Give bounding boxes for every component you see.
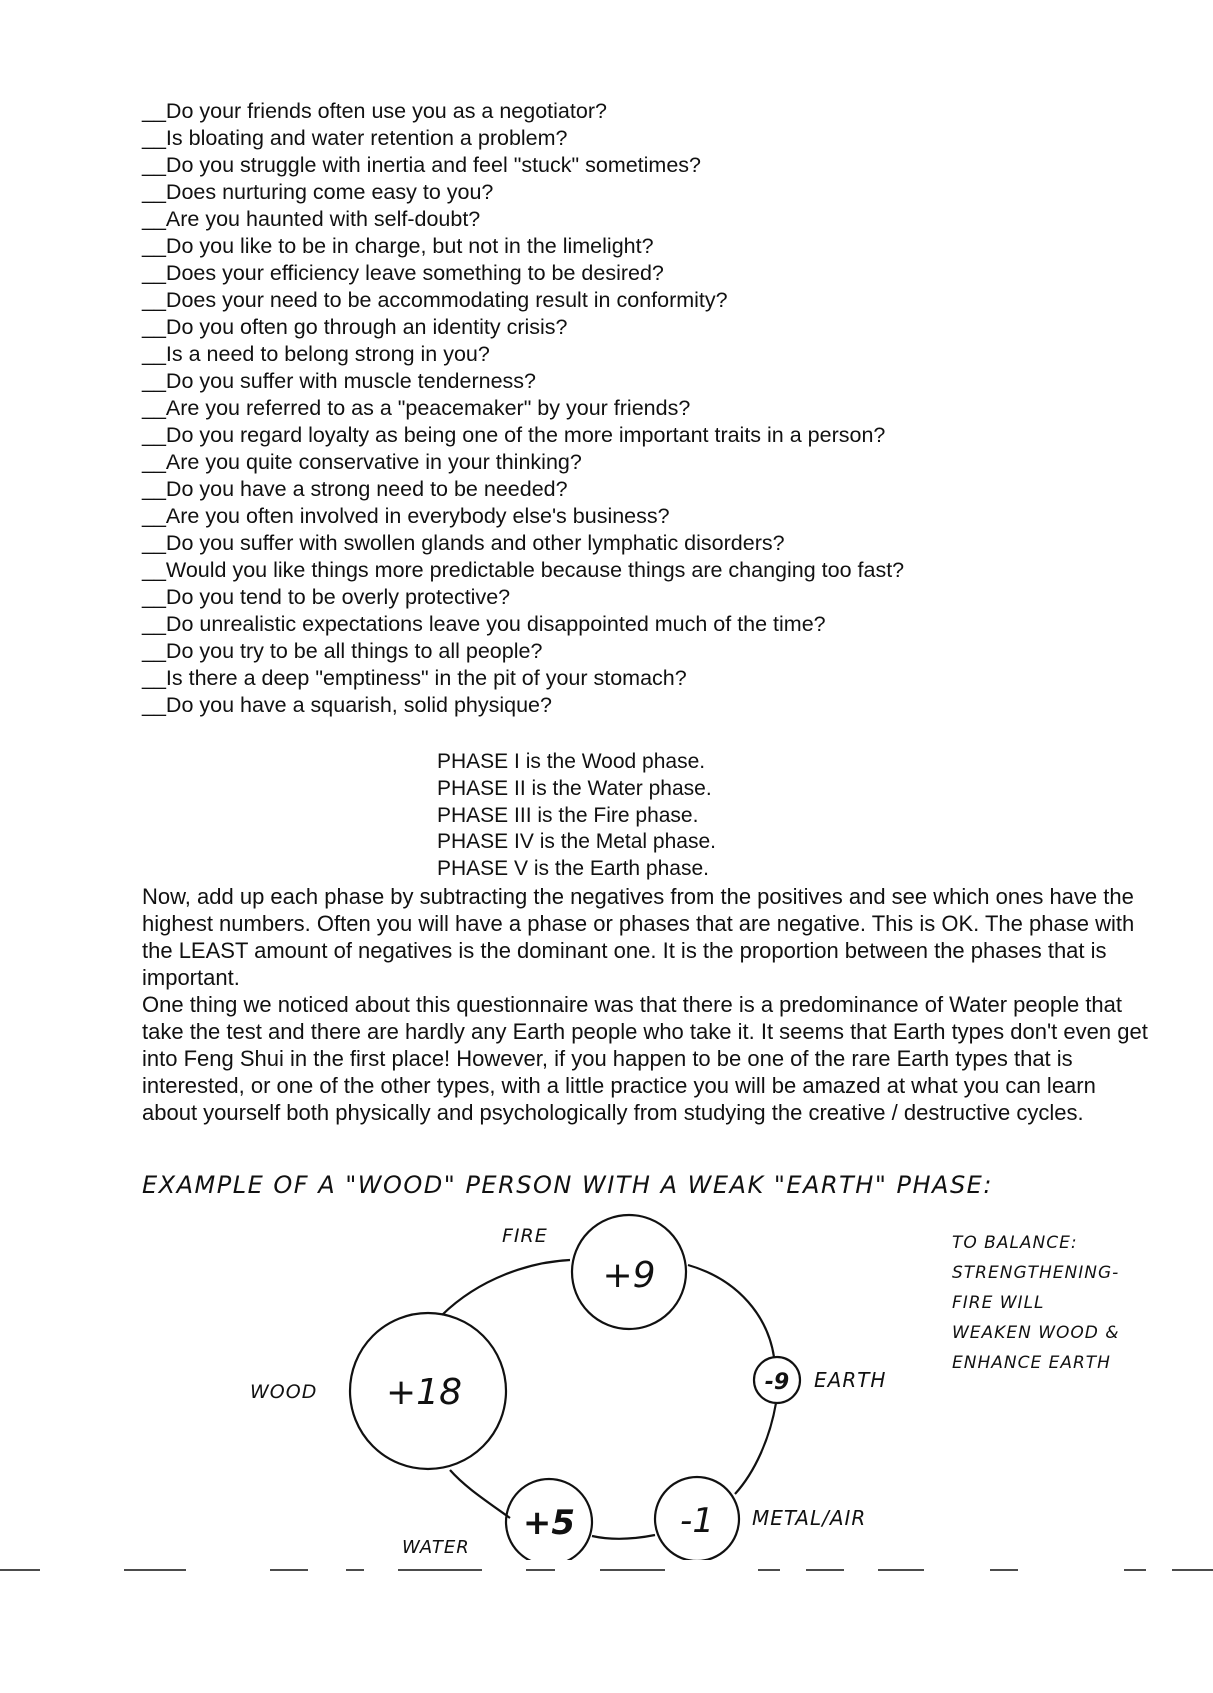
wood-label: WOOD [250,1381,318,1403]
balance-line: FIRE WILL [952,1293,1045,1313]
questionnaire-note: One thing we noticed about this questionnaire was that there is a predominance of Water people that take the test and there are hardly any Earth people who take it. It seems that Earth types don't even get into Feng Shui in the first place! However, if you happen to be one of the rare Earth types that is interested, or one of the other types, with a little practice you will be amazed at what you can learn about yourself both physically and psychologically from studying the creative / destructive cycles. [142,992,1148,1125]
question-item: __Is there a deep "emptiness" in the pit of your stomach? [142,666,687,690]
earth-label: EARTH [814,1368,887,1392]
balance-line: WEAKEN WOOD & [952,1323,1120,1343]
question-item: __Do you struggle with inertia and feel "stuck" sometimes? [142,153,702,177]
phase-line: PHASE III is the Fire phase. [437,803,699,827]
cycle-arc-fire-earth [688,1265,774,1357]
question-item: __Does your efficiency leave something to be desired? [142,261,664,285]
question-item: __Do you tend to be overly protective? [142,585,511,609]
question-item: __Do you like to be in charge, but not in the limelight? [142,234,654,258]
question-item: __Do you suffer with swollen glands and other lymphatic disorders? [142,531,785,555]
question-item: __Do you suffer with muscle tenderness? [142,369,536,393]
phase-line: PHASE I is the Wood phase. [437,750,706,773]
phase-legend [437,749,716,883]
fire-value: +9 [602,1255,656,1296]
question-item: __Do unrealistic expectations leave you disappointed much of the time? [142,612,826,636]
question-item: __Do you try to be all things to all people? [142,639,543,663]
phase-line: PHASE II is the Water phase. [437,776,712,800]
question-item: __Is a need to belong strong in you? [142,342,490,366]
question-item: __Are you often involved in everybody else's business? [142,504,670,528]
question-item: __Are you referred to as a "peacemaker" by your friends? [142,396,691,420]
metal-value: -1 [680,1501,714,1541]
question-item: __Do you often go through an identity crisis? [142,315,568,339]
question-item: __Do your friends often use you as a negotiator? [142,99,607,123]
question-item: __Does your need to be accommodating result in conformity? [142,288,728,312]
question-item: __Does nurturing come easy to you? [142,180,494,204]
water-value: +5 [522,1503,576,1543]
question-item: __Are you quite conservative in your thinking? [142,450,582,474]
question-item: __Do you have a squarish, solid physique? [142,693,552,717]
metal-label: METAL/AIR [752,1506,867,1530]
question-item: __Do you have a strong need to be needed? [142,477,568,501]
question-item: __Would you like things more predictable because things are changing too fast? [142,558,905,582]
fire-label: FIRE [502,1225,548,1247]
wood-value: +18 [386,1372,462,1413]
question-item: __Do you regard loyalty as being one of the more important traits in a person? [142,423,886,447]
question-item: __Is bloating and water retention a problem? [142,126,568,150]
cycle-arc-metal-water [592,1535,655,1539]
balance-note [952,1228,1192,1378]
cycle-arc-earth-metal [735,1403,776,1494]
example-heading: EXAMPLE OF A "WOOD" PERSON WITH A WEAK "EARTH" PHASE: [142,1171,993,1199]
phase-line: PHASE V is the Earth phase. [437,857,709,881]
water-label: WATER [402,1537,470,1558]
scoring-instructions: Now, add up each phase by subtracting the negatives from the positives and see which ones have the highest numbers. Often you will have a phase or phases that are negative. This is OK. The phase with the LEAST amount of negatives is the dominant one. It is the proportion between the phases that is important. [142,884,1135,990]
cycle-arc-water-wood [450,1470,510,1518]
question-list [142,98,1142,719]
balance-line: STRENGTHENING- [952,1263,1120,1283]
balance-line: ENHANCE EARTH [952,1353,1111,1373]
cycle-arc-wood-fire [442,1260,570,1315]
question-item: __Are you haunted with self-doubt? [142,207,481,231]
bottom-dash-rule [0,1560,1213,1580]
phase-line: PHASE IV is the Metal phase. [437,830,716,854]
earth-value: -9 [764,1370,790,1395]
balance-line: TO BALANCE: [952,1233,1078,1253]
